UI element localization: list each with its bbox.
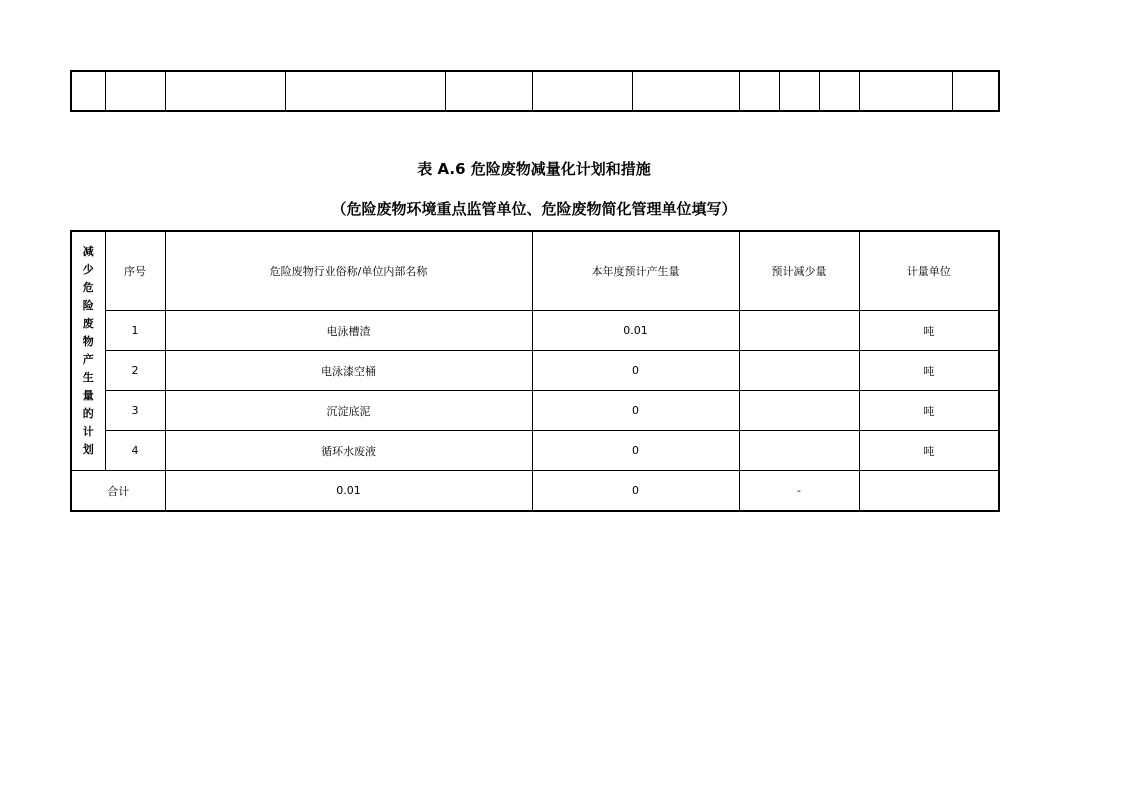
total-label: 合计 [71,471,165,512]
table-subtitle: （危险废物环境重点监管单位、危险废物简化管理单位填写） [331,200,737,218]
table-title: 表 A.6 危险废物减量化计划和措施 [417,160,651,178]
cell-unit: 吨 [859,311,999,351]
table-row [71,431,999,471]
header-planned: 本年度预计产生量 [532,231,739,311]
side-label: 减 少 危 险 废 物 产 生 量 的 计 划 [71,231,105,471]
cell-unit: 吨 [859,431,999,471]
cell-seq: 3 [105,391,165,431]
table-row [71,351,999,391]
empty-cell [105,71,165,111]
total-reduction: 0 [532,471,739,512]
cell-reduction [739,351,859,391]
cell-name: 电泳槽渣 [165,311,532,351]
empty-cell [739,71,779,111]
waste-reduction-table [70,230,1000,512]
empty-cell [952,71,999,111]
cell-name: 沉淀底泥 [165,391,532,431]
cell-seq: 2 [105,351,165,391]
empty-cell [165,71,285,111]
cell-planned: 0 [532,351,739,391]
empty-cell [779,71,819,111]
empty-cell [71,71,105,111]
cell-name: 循环水废液 [165,431,532,471]
cell-seq: 1 [105,311,165,351]
header-reduction: 预计减少量 [739,231,859,311]
empty-cell [445,71,532,111]
header-seq: 序号 [105,231,165,311]
header-unit: 计量单位 [859,231,999,311]
empty-cell [859,71,952,111]
table-row [71,391,999,431]
total-planned: 0.01 [165,471,532,512]
cell-unit: 吨 [859,351,999,391]
previous-table-fragment [70,70,1000,112]
header-name: 危险废物行业俗称/单位内部名称 [165,231,532,311]
cell-planned: 0 [532,391,739,431]
cell-name: 电泳漆空桶 [165,351,532,391]
cell-reduction [739,431,859,471]
header-row [71,231,999,311]
total-unit: - [739,471,859,512]
empty-row [71,71,999,111]
empty-cell [285,71,445,111]
empty-cell [819,71,859,111]
cell-planned: 0 [532,431,739,471]
cell-seq: 4 [105,431,165,471]
cell-reduction [739,311,859,351]
cell-reduction [739,391,859,431]
cell-planned: 0.01 [532,311,739,351]
empty-cell [532,71,632,111]
table-row [71,311,999,351]
total-row [71,471,999,512]
cell-unit: 吨 [859,391,999,431]
empty-cell [632,71,739,111]
